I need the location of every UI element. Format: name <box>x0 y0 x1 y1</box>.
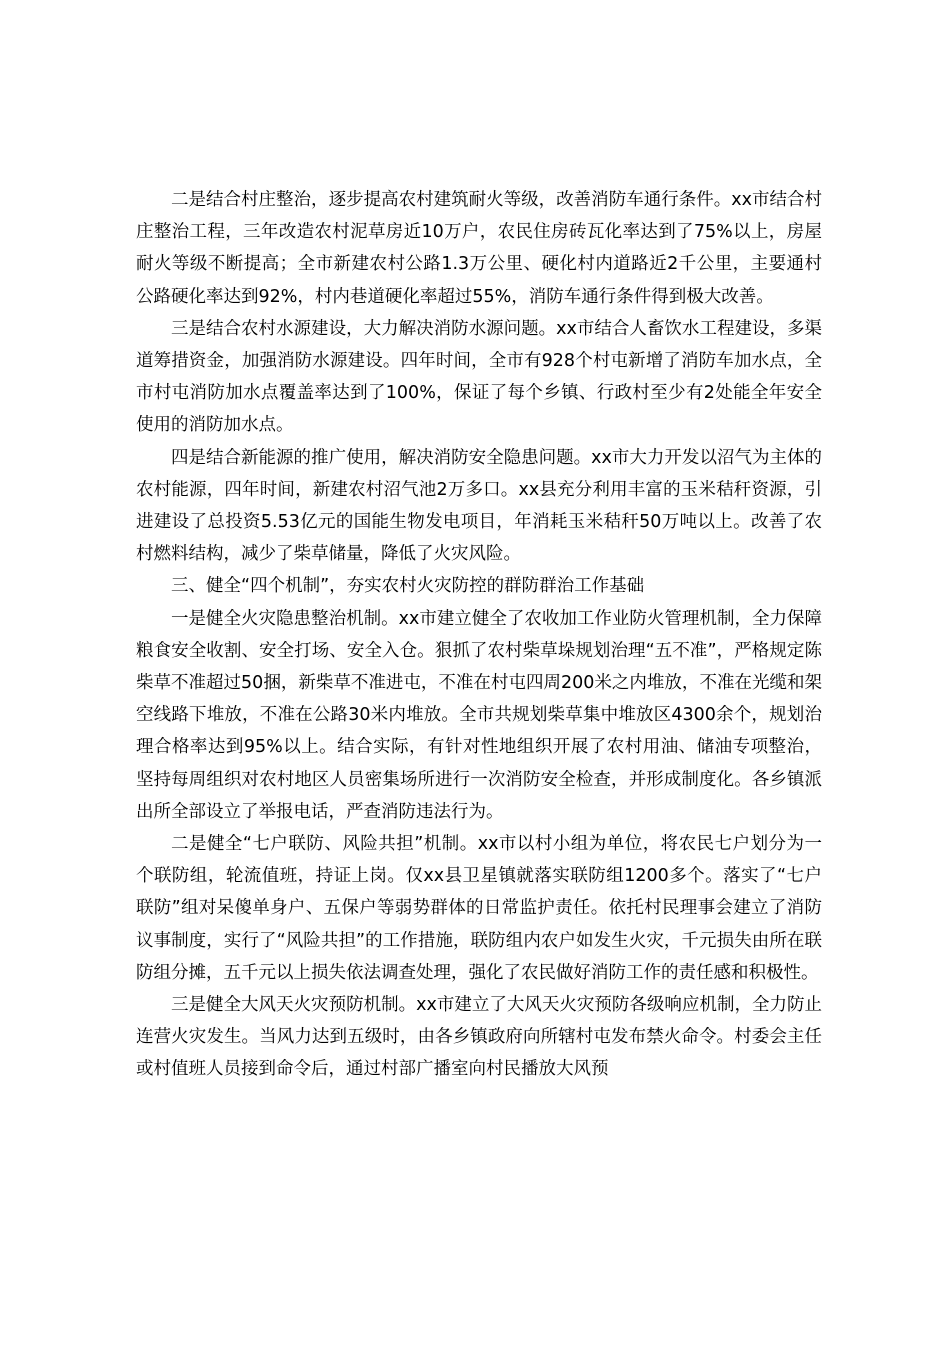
paragraph-hazard-rectification: 一是健全火灾隐患整治机制。xx市建立健全了农收加工作业防火管理机制，全力保障粮食安全收割、安全打场、安全入仓。狠抓了农村柴草垛规划治理“五不准”，严格规定陈柴草不准超过50捆，新柴草不准进屯，不准在村屯四周200米之内堆放，不准在光缆和架空线路下堆放，不准在公路30米内堆放。全市共规划柴草集中堆放区4300余个，规划治理合格率达到95%以上。结合实际，有针对性地组织开展了农村用油、储油专项整治，坚持每周组织对农村地区人员密集场所进行一次消防安全检查，并形成制度化。各乡镇派出所全部设立了举报电话，严查消防违法行为。 <box>136 608 822 822</box>
paragraph-village-renovation: 二是结合村庄整治，逐步提高农村建筑耐火等级，改善消防车通行条件。xx市结合村庄整治工程，三年改造农村泥草房近10万户，农民住房砖瓦化率达到了75%以上，房屋耐火等级不断提高；全市新建农村公路1.3万公里、硬化村内道路近2千公里，主要通村公路硬化率达到92%，村内巷道硬化率超过55%，消防车通行条件得到极大改善。 <box>136 190 822 307</box>
paragraph-windy-weather-prevention: 三是健全大风天火灾预防机制。xx市建立了大风天火灾预防各级响应机制，全力防止连营火灾发生。当风力达到五级时，由各乡镇政府向所辖村屯发布禁火命令。村委会主任或村值班人员接到命令后，通过村部广播室向村民播放大风预 <box>136 995 822 1080</box>
paragraph-new-energy: 四是结合新能源的推广使用，解决消防安全隐患问题。xx市大力开发以沼气为主体的农村能源，四年时间，新建农村沼气池2万多口。xx县充分利用丰富的玉米秸秆资源，引进建设了总投资5.53亿元的国能生物发电项目，年消耗玉米秸秆50万吨以上。改善了农村燃料结构，减少了柴草储量，降低了火灾风险。 <box>136 447 822 565</box>
document-body <box>136 184 822 1086</box>
section-heading-four-mechanisms: 三、健全“四个机制”，夯实农村火灾防控的群防群治工作基础 <box>171 576 645 597</box>
paragraph-water-source: 三是结合农村水源建设，大力解决消防水源问题。xx市结合人畜饮水工程建设，多渠道筹措资金，加强消防水源建设。四年时间，全市有928个村屯新增了消防车加水点，全市村屯消防加水点覆盖率达到了100%，保证了每个乡镇、行政村至少有2处能全年安全使用的消防加水点。 <box>136 318 822 436</box>
paragraph-seven-household-defense: 二是健全“七户联防、风险共担”机制。xx市以村小组为单位，将农民七户划分为一个联防组，轮流值班，持证上岗。仅xx县卫星镇就落实联防组1200多个。落实了“七户联防”组对呆傻单身户、五保户等弱势群体的日常监护责任。依托村民理事会建立了消防议事制度，实行了“风险共担”的工作措施，联防组内农户如发生火灾，千元损失由所在联防组分摊，五千元以上损失依法调查处理，强化了农民做好消防工作的责任感和积极性。 <box>136 834 822 983</box>
